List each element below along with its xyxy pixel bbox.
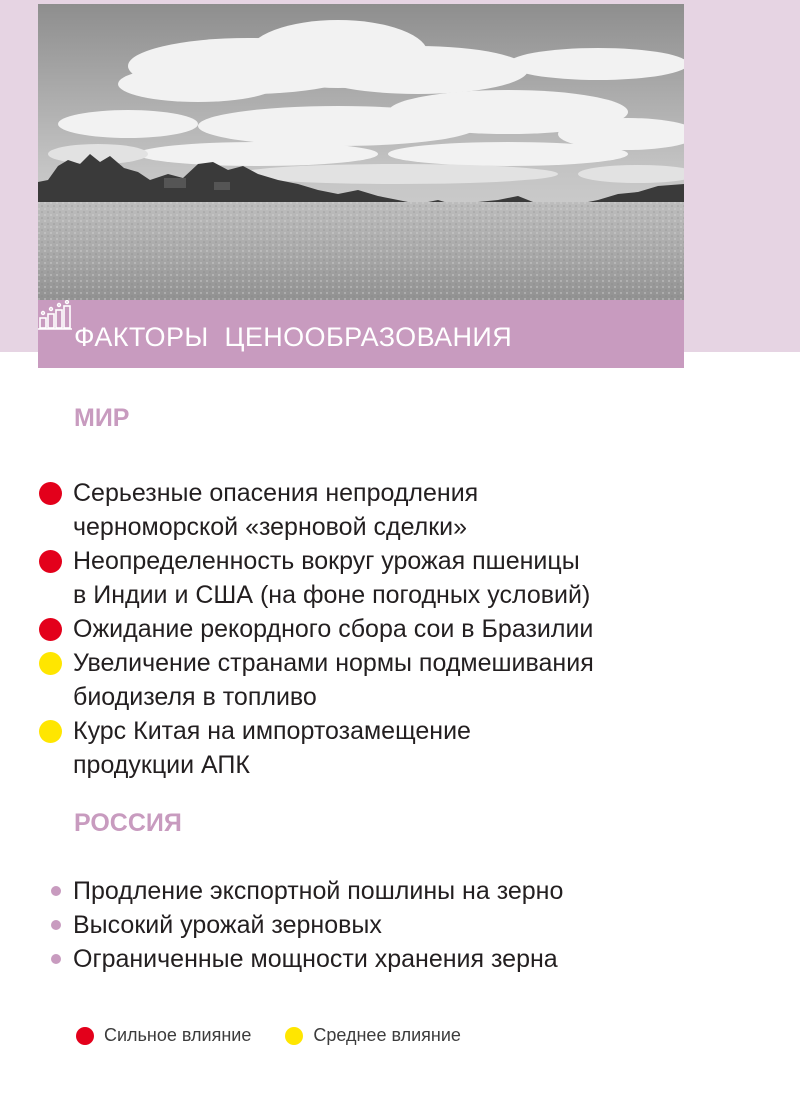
section-title-world: МИР [74, 404, 130, 432]
world-factor-list [0, 476, 594, 782]
bar-chart-icon [38, 300, 72, 330]
bullet-dot [51, 954, 61, 964]
legend-strong-label: Сильное влияние [104, 1025, 252, 1045]
list-item [0, 646, 594, 714]
item-line: Неопределенность вокруг урожая пшеницы [73, 547, 580, 575]
list-item [0, 612, 594, 646]
list-item [0, 544, 594, 612]
legend-medium-dot [285, 1027, 303, 1045]
item-line: Продление экспортной пошлины на зерно [73, 877, 564, 905]
item-line: Ожидание рекордного сбора сои в Бразилии [73, 615, 594, 643]
list-item [0, 942, 563, 976]
medium-impact-dot [39, 720, 62, 743]
item-line: черноморской «зерновой сделки» [73, 513, 468, 541]
legend-medium-label: Среднее влияние [313, 1025, 461, 1045]
item-line: Курс Китая на импортозамещение [73, 717, 471, 745]
russia-factor-list [0, 874, 563, 976]
section-title-russia: РОССИЯ [74, 809, 182, 837]
list-item [0, 874, 563, 908]
strong-impact-dot [39, 618, 62, 641]
legend [76, 1025, 461, 1046]
medium-impact-dot [39, 652, 62, 675]
list-item [0, 908, 563, 942]
item-line: Увеличение странами нормы подмешивания [73, 649, 594, 677]
legend-strong-dot [76, 1027, 94, 1045]
bullet-dot [51, 886, 61, 896]
item-line: биодизеля в топливо [73, 683, 317, 711]
strong-impact-dot [39, 550, 62, 573]
item-line: Серьезные опасения непродления [73, 479, 479, 507]
item-line: продукции АПК [73, 751, 250, 779]
hero-title-bar [38, 300, 684, 368]
list-item [0, 476, 594, 544]
strong-impact-dot [39, 482, 62, 505]
bullet-dot [51, 920, 61, 930]
page-title: ФАКТОРЫ ЦЕНООБРАЗОВАНИЯ [74, 322, 513, 352]
item-line: в Индии и США (на фоне погодных условий) [73, 581, 591, 609]
field-photo [38, 4, 684, 304]
list-item [0, 714, 594, 782]
hero-image [38, 4, 684, 368]
item-line: Высокий урожай зерновых [73, 911, 382, 939]
item-line: Ограниченные мощности хранения зерна [73, 945, 558, 973]
